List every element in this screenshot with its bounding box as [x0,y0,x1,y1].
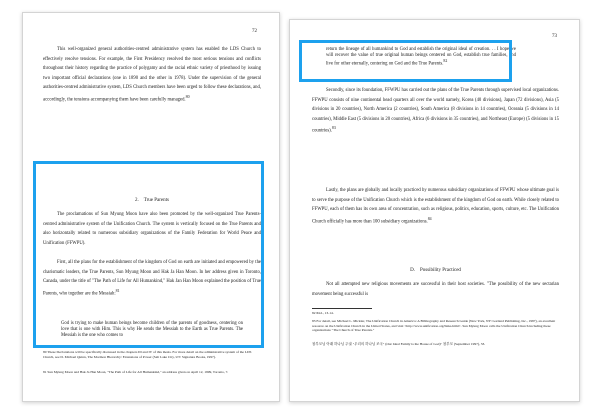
footnote-84: 참부모님 아래 하나님 주권 "우리의 하나님 조국" (Our Ideal Family is the House of God)" 참부모 (September 1997), 33. [312,342,486,346]
document-page-right [289,19,580,402]
paragraph-administrative-system: This well-organized general authorities-centred administrative system has enabled the LDS Church to effectively resolve tensions. For example, the First Presidency resolved the most serious tensions and conflicts throughout their history regarding the practice of polygamy and the racial ethnic variety of priesthood by issuing two important official declarations (one in 1890 and the other in 1978). Under the supervision of the general authorities-centred administrative system, LDS Church members have been urged to follow these declarations, and, accordingly, the tensions accompanying them have been carefully managed.$^{80}$ [43,47,261,103]
footnote-83: 83 For detail, see Michael L. Mickler, The Unification Church in America: A Bibliography and Research Guide (New York, NY: Garland Publishing, Inc., 1987), an excellent resource on the Unification Church in the United States, and visit <http://www.unification.org/links.html>. Sun Myung Moon calls the Unification Church including these organizations "The Church of True Parents." [312,319,556,333]
page-number: 73 [552,34,557,39]
section-heading-possibility-practiced: D. Possibility Practiced [410,268,461,273]
block-quote: God is trying to make human beings become children of the parents of goodness, centering on love that is one with Him. This is why He sends the Messiah to the Earth as True Parents. The Messiah is the one who comes to [61,321,243,338]
footnote-divider [43,347,103,348]
footnote-81: 81 Sun Myung Moon and Hak Ja Han Moon, "The Path of Life for All Humankind," an address given on April 12, 1999, Toronto, 7. [43,370,229,374]
document-page-left [22,12,280,402]
footnote-80: 80 These Declarations will be specifically discussed in the chapters III and IV of this thesis. For more detail on the administrative system of the LDS Church, see D. Michael Quinn, The Mormon Hierarchy: Extensions of Power (Salt Lake City, UT: Signature Books, 1997). [43,350,252,359]
paragraph-plans: First, all the plans for the establishment of the kingdom of God on earth are initiated and empowered by the charismatic leaders, the True Parents, Sun Myung Moon and Hak Ja Han Moon. In her address given in Toronto, Canada, under the title of "The Path of Life for All Humankind," Hak Jan Han Moon explained the position of True Parents, who together are the Messiah:$^{81}$ [43,260,261,297]
paragraph-proclamations: The proclamations of Sun Myung Moon have also been promoted by the well-organized True Parents-centred administrative system of the Unification Church. The system is vertically focused on the True Parents and also horizontally related to numerous subsidiary organizations of the Family Federation for World Peace and Unification (FFWPU). [43,212,261,246]
paragraph-ffwpu-organizations: Secondly, since its foundation, FFWPU has carried out the plans of the True Parents through supervised local organizations. FFWPU consists of nine continental head quarters all over the world namely, Korea (40 divisions), Japan (72 divisions), Asia (5 divisions in 20 countries), North America (2 countries), South America (8 divisions in 14 countries), Oceania (5 divisions in 14 countries), Middle East (5 divisions in 20 countries), Africa (6 divisions in 35 countries), and Northeast (Europe) (5 divisions in 15 countries).$^{83}$ [312,88,559,134]
section-heading-true-parents: 2. True Parents [135,198,169,203]
block-quote-continued: return the lineage of all humankind to God and establish the original ideal of creation. . . I hope we will recover the value of true original human beings centered on God, establish true families, and live for other eternally, centering on God and the True Parents.$^{82}$ [326,47,516,67]
paragraph-new-religious-movements: Not all attempted new religious movements are successful in their host societies. "The possibility of the new sectarian movement being successful is [312,282,559,297]
page-number: 72 [252,29,257,34]
paragraph-subsidiary-organizations: Lastly, the plans are globally and locally practiced by numerous subsidiary organizations of FFWPU whose ultimate goal is to serve the purpose of the Unification Church which is the establishment of the kingdom of God on earth. While closely related to FFWPU, each of them has its own area of concentration, such as religious, politics, education, sports, culture, etc. The Unification Church officially has more than 100 subsidiary organizations.$^{84}$ [312,188,559,225]
footnote-divider [312,308,372,309]
footnote-82: 82 Ibid., 13-14. [312,311,334,315]
